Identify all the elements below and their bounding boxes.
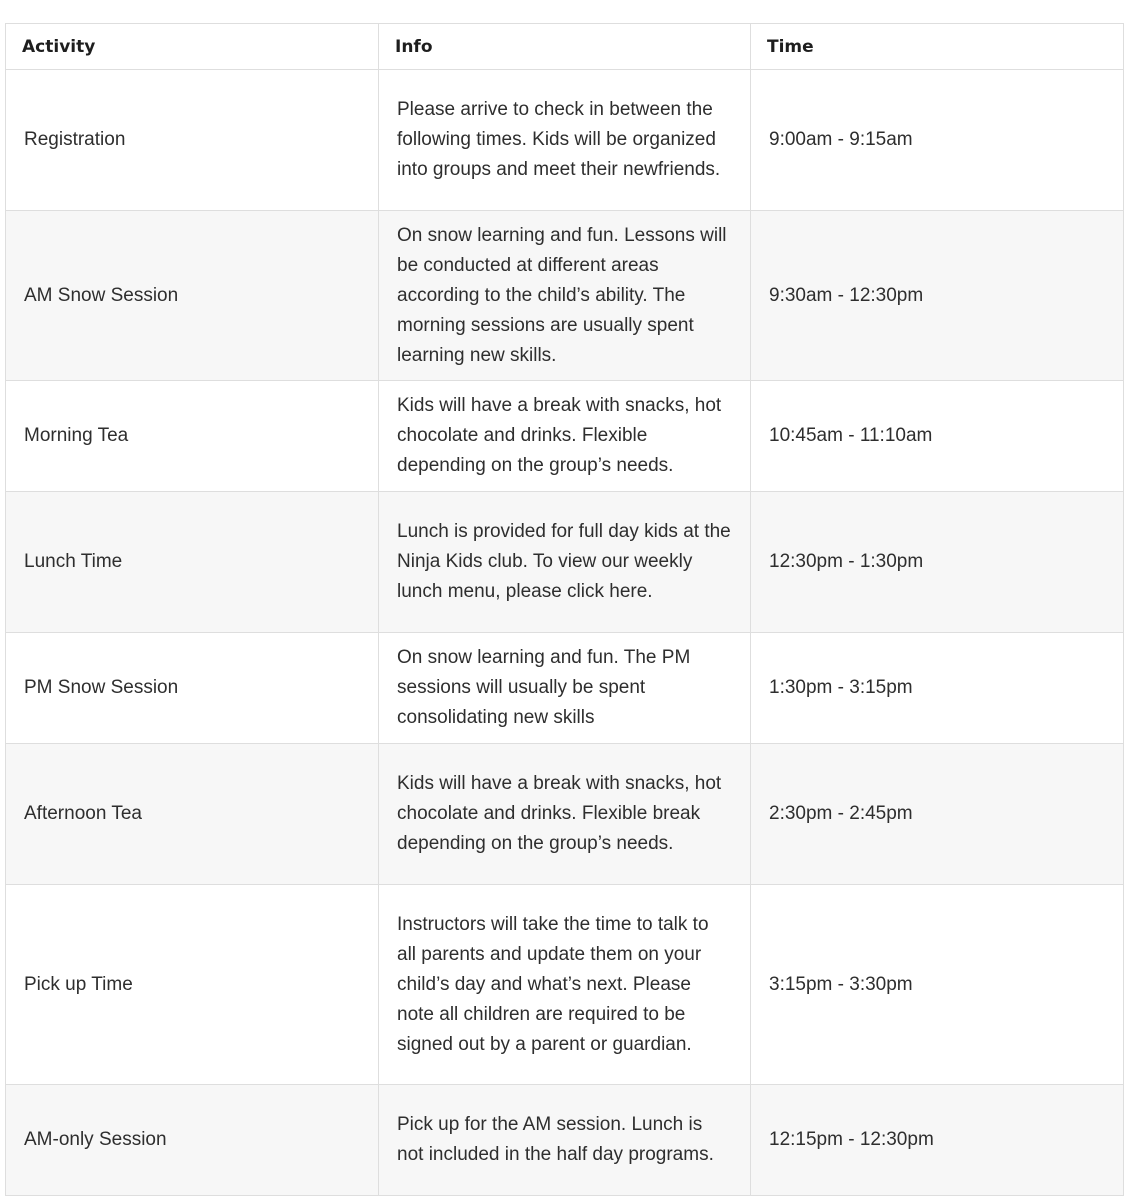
activity-cell: AM-only Session — [6, 1085, 379, 1196]
table-row — [6, 70, 1124, 211]
activity-cell: AM Snow Session — [6, 211, 379, 381]
column-header-time: Time — [751, 24, 1124, 70]
time-cell: 9:30am - 12:30pm — [751, 211, 1124, 381]
activity-cell: Registration — [6, 70, 379, 211]
column-header-activity: Activity — [6, 24, 379, 70]
info-cell: Instructors will take the time to talk to all parents and update them on your child’s day and what’s next. Please note all children are required to be signed out by a parent or guardian. — [379, 885, 751, 1085]
time-cell: 9:00am - 9:15am — [751, 70, 1124, 211]
table-body — [6, 70, 1124, 1196]
info-cell: Please arrive to check in between the following times. Kids will be organized into groups and meet their newfriends. — [379, 70, 751, 211]
table-header — [6, 24, 1124, 70]
table-row — [6, 1085, 1124, 1196]
time-cell: 12:30pm - 1:30pm — [751, 492, 1124, 633]
info-cell: On snow learning and fun. The PM sessions will usually be spent consolidating new skills — [379, 633, 751, 744]
time-cell: 12:15pm - 12:30pm — [751, 1085, 1124, 1196]
table-row — [6, 492, 1124, 633]
activity-cell: Morning Tea — [6, 381, 379, 492]
info-cell: Pick up for the AM session. Lunch is not included in the half day programs. — [379, 1085, 751, 1196]
activity-cell: PM Snow Session — [6, 633, 379, 744]
info-cell: On snow learning and fun. Lessons will be conducted at different areas according to the child’s ability. The morning sessions are usually spent learning new skills. — [379, 211, 751, 381]
info-cell: Kids will have a break with snacks, hot chocolate and drinks. Flexible depending on the group’s needs. — [379, 381, 751, 492]
column-header-info: Info — [379, 24, 751, 70]
time-cell: 3:15pm - 3:30pm — [751, 885, 1124, 1085]
info-cell: Kids will have a break with snacks, hot chocolate and drinks. Flexible break depending on the group’s needs. — [379, 744, 751, 885]
time-cell: 1:30pm - 3:15pm — [751, 633, 1124, 744]
activity-cell: Lunch Time — [6, 492, 379, 633]
activity-cell: Pick up Time — [6, 885, 379, 1085]
table-row — [6, 211, 1124, 381]
time-cell: 10:45am - 11:10am — [751, 381, 1124, 492]
table-row — [6, 381, 1124, 492]
schedule-table — [5, 23, 1124, 1196]
time-cell: 2:30pm - 2:45pm — [751, 744, 1124, 885]
header-row — [6, 24, 1124, 70]
table-row — [6, 885, 1124, 1085]
table-row — [6, 744, 1124, 885]
activity-cell: Afternoon Tea — [6, 744, 379, 885]
schedule-table-container — [5, 23, 1123, 1196]
table-row — [6, 633, 1124, 744]
info-cell: Lunch is provided for full day kids at the Ninja Kids club. To view our weekly lunch menu, please click here. — [379, 492, 751, 633]
